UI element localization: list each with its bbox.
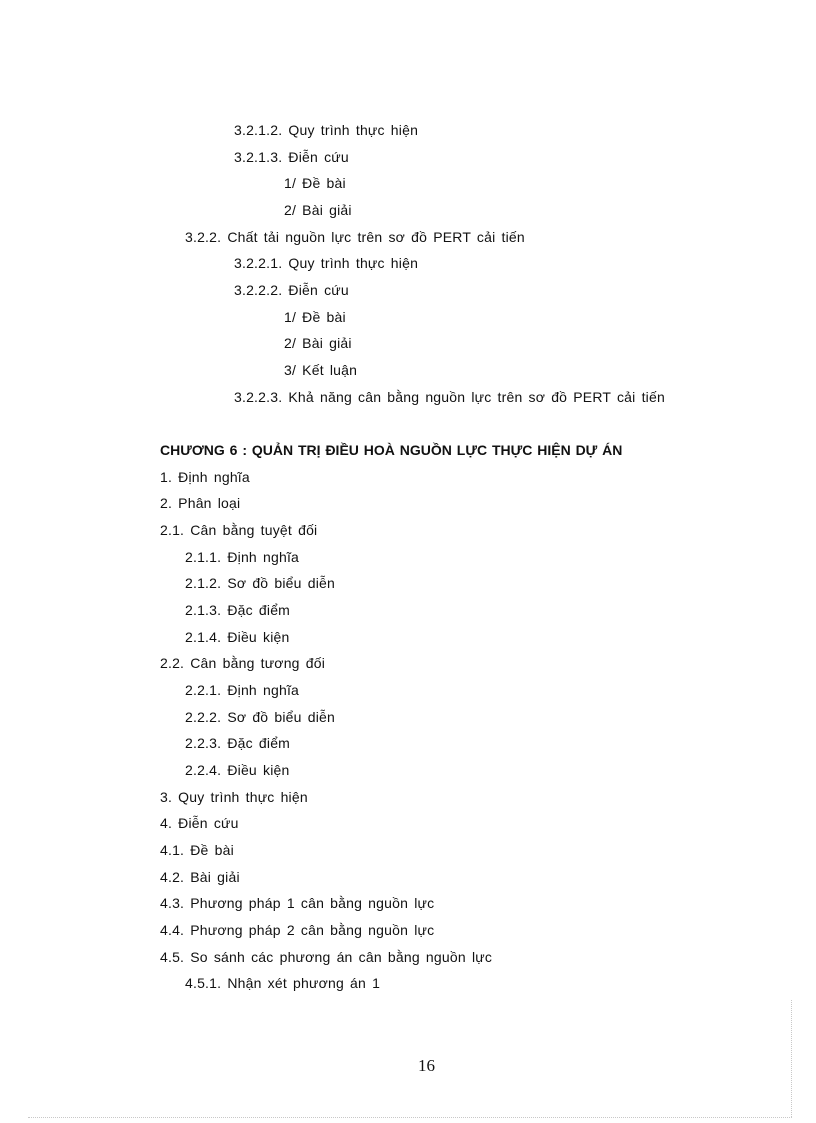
toc-entry-4-4: 4.4. Phương pháp 2 cân bằng nguồn lực	[160, 922, 435, 938]
toc-entry-3: 3. Quy trình thực hiện	[160, 789, 308, 805]
toc-entry-2-1: 2.1. Cân bằng tuyệt đối	[160, 522, 318, 538]
page-number: 16	[418, 1056, 435, 1075]
toc-entry-2-2-3: 2.2.3. Đặc điểm	[185, 735, 291, 751]
toc-entry-de-bai: 1/ Đề bài	[284, 309, 346, 325]
page-right-border	[791, 1000, 792, 1117]
toc-entry-4: 4. Điễn cứu	[160, 815, 239, 831]
toc-entry-3-2-2-1: 3.2.2.1. Quy trình thực hiện	[234, 255, 419, 271]
toc-entry-3-2-1-3: 3.2.1.3. Điễn cứu	[234, 149, 349, 165]
toc-entry-3-2-2-2: 3.2.2.2. Điễn cứu	[234, 282, 349, 298]
toc-entry-2-1-3: 2.1.3. Đặc điểm	[185, 602, 291, 618]
toc-entry-2-2-4: 2.2.4. Điều kiện	[185, 762, 290, 778]
toc-entry-2-2-2: 2.2.2. Sơ đồ biểu diễn	[185, 709, 336, 725]
toc-entry-3-2-2-3: 3.2.2.3. Khả năng cân bằng nguồn lực trên sơ đồ PERT cải tiến	[234, 389, 665, 405]
toc-entry-de-bai: 1/ Đề bài	[284, 175, 346, 191]
page-bottom-border	[28, 1117, 792, 1118]
toc-entry-4-3: 4.3. Phương pháp 1 cân bằng nguồn lực	[160, 895, 435, 911]
toc-entry-bai-giai: 2/ Bài giải	[284, 202, 352, 218]
chapter-heading: CHƯƠNG 6 : QUẢN TRỊ ĐIỀU HOÀ NGUỒN LỰC THỰC HIỆN DỰ ÁN	[160, 442, 623, 458]
toc-entry-4-5: 4.5. So sánh các phương án cân bằng nguồn lực	[160, 949, 493, 965]
toc-entry-3-2-1-2: 3.2.1.2. Quy trình thực hiện	[234, 122, 419, 138]
toc-entry-4-1: 4.1. Đề bài	[160, 842, 234, 858]
toc-entry-2-2: 2.2. Cân bằng tương đối	[160, 655, 326, 671]
toc-entry-2-1-2: 2.1.2. Sơ đồ biểu diễn	[185, 575, 336, 591]
toc-entry-bai-giai: 2/ Bài giải	[284, 335, 352, 351]
toc-entry-2-1-4: 2.1.4. Điều kiện	[185, 629, 290, 645]
toc-entry-4-5-1: 4.5.1. Nhận xét phương án 1	[185, 975, 381, 991]
toc-entry-ket-luan: 3/ Kết luận	[284, 362, 358, 378]
toc-entry-2-1-1: 2.1.1. Định nghĩa	[185, 549, 300, 565]
toc-entry-2-2-1: 2.2.1. Định nghĩa	[185, 682, 300, 698]
toc-entry-1: 1. Định nghĩa	[160, 469, 250, 485]
toc-entry-4-2: 4.2. Bài giải	[160, 869, 240, 885]
toc-entry-3-2-2: 3.2.2. Chất tải nguồn lực trên sơ đồ PERT cải tiến	[185, 229, 525, 245]
toc-entry-2: 2. Phân loại	[160, 495, 241, 511]
